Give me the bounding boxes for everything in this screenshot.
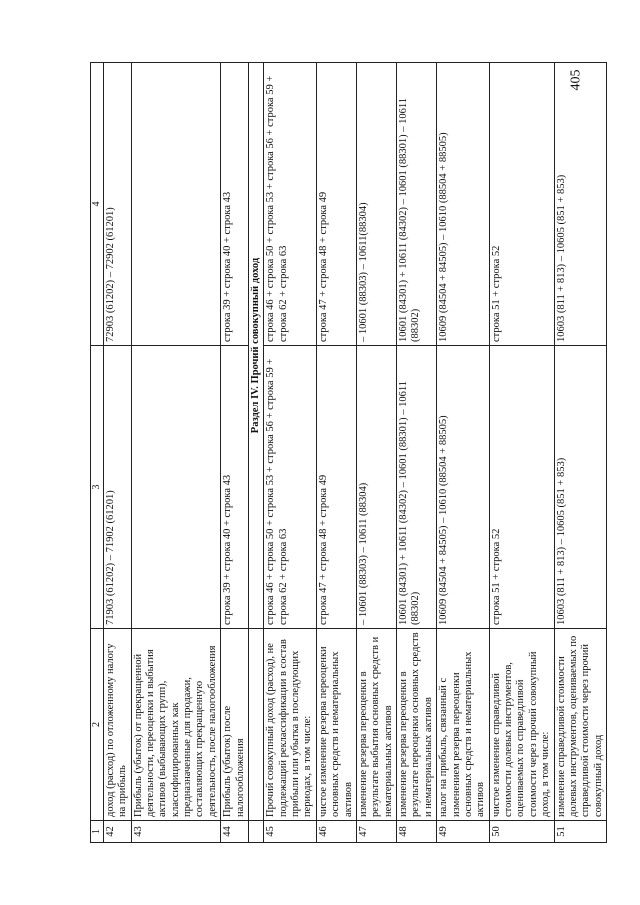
section-spacer bbox=[248, 629, 263, 821]
row-formula-c3: строка 51 + строка 52 bbox=[489, 346, 554, 629]
table-row bbox=[103, 63, 131, 843]
row-name: Прочий совокупный доход (расход), не подлежащий реклассификации в состав прибыли или убытка в последующих периодах, в том числе: bbox=[264, 629, 317, 821]
row-name: изменение справедливой стоимости долевых инструментов, оцениваемых по справедливой стоимости через прочий совокупный доход bbox=[554, 629, 607, 821]
row-formula-c4: 10603 (811 + 813) – 10605 (851 + 853) bbox=[554, 63, 607, 346]
page-number: 405 bbox=[568, 69, 584, 91]
header-cell: 1 bbox=[91, 821, 104, 843]
row-formula-c4: 10601 (84301) + 10611 (84302) – 10601 (88301) – 10611 (88302) bbox=[397, 63, 437, 346]
row-formula-c4: строка 46 + строка 50 + строка 53 + строка 56 + строка 59 + строка 62 + строка 63 bbox=[264, 63, 317, 346]
table-row bbox=[397, 63, 437, 843]
row-formula-c3: строка 47 + строка 48 + строка 49 bbox=[316, 346, 356, 629]
section-row bbox=[248, 63, 263, 843]
header-cell: 3 bbox=[91, 346, 104, 629]
header-cell: 4 bbox=[91, 63, 104, 346]
header-row bbox=[91, 63, 104, 843]
row-name: доход (расход) по отложенному налогу на прибыль bbox=[103, 629, 131, 821]
row-name: Прибыль (убыток) после налогообложения bbox=[221, 629, 249, 821]
row-number: 45 bbox=[264, 821, 317, 843]
row-formula-c3: 71903 (61202) – 71902 (61201) bbox=[103, 346, 131, 629]
row-number: 51 bbox=[554, 821, 607, 843]
table-row bbox=[356, 63, 396, 843]
row-name: изменение резерва переоценки в результате выбытия основных средств и нематериальных активов bbox=[356, 629, 396, 821]
row-number: 49 bbox=[437, 821, 490, 843]
row-formula-c4: – 10601 (88303) – 10611(88304) bbox=[356, 63, 396, 346]
row-formula-c3: 10601 (84301) + 10611 (84302) – 10601 (88301) – 10611 (88302) bbox=[397, 346, 437, 629]
accounting-table bbox=[90, 62, 607, 843]
row-formula-c3: – 10601 (88303) – 10611 (88304) bbox=[356, 346, 396, 629]
row-name: налог на прибыль, связанный с изменением резерва переоценки основных средств и нематериальных активов bbox=[437, 629, 490, 821]
row-number: 42 bbox=[103, 821, 131, 843]
row-formula-c3 bbox=[131, 346, 221, 629]
table-row bbox=[316, 63, 356, 843]
table-row bbox=[221, 63, 249, 843]
table-row bbox=[489, 63, 554, 843]
table-row bbox=[264, 63, 317, 843]
row-name: изменение резерва переоценки в результате переоценки основных средств и нематериальных активов bbox=[397, 629, 437, 821]
table-row bbox=[554, 63, 607, 843]
row-name: Прибыль (убыток) от прекращенной деятельности, переоценки и выбытия активов (выбывающих групп), классифицированных как предназначенные для продажи, составляющих прекращенную деятельность, после налогообложения bbox=[131, 629, 221, 821]
row-number: 46 bbox=[316, 821, 356, 843]
row-formula-c3: 10609 (84504 + 84505) – 10610 (88504 + 88505) bbox=[437, 346, 490, 629]
row-formula-c4 bbox=[131, 63, 221, 346]
row-number: 47 bbox=[356, 821, 396, 843]
row-formula-c4: 10609 (84504 + 84505) – 10610 (88504 + 88505) bbox=[437, 63, 490, 346]
table-row bbox=[437, 63, 490, 843]
row-formula-c4: строка 47 + строка 48 + строка 49 bbox=[316, 63, 356, 346]
row-formula-c4: строка 51 + строка 52 bbox=[489, 63, 554, 346]
row-number: 43 bbox=[131, 821, 221, 843]
row-formula-c4: строка 39 + строка 40 + строка 43 bbox=[221, 63, 249, 346]
row-number: 50 bbox=[489, 821, 554, 843]
section-spacer bbox=[248, 821, 263, 843]
section-title: Раздел IV. Прочий совокупный доход bbox=[248, 63, 263, 629]
header-cell: 2 bbox=[91, 629, 104, 821]
row-name: чистое изменение резерва переоценки основных средств и нематериальных активов bbox=[316, 629, 356, 821]
row-number: 48 bbox=[397, 821, 437, 843]
row-formula-c3: строка 46 + строка 50 + строка 53 + строка 56 + строка 59 + строка 62 + строка 63 bbox=[264, 346, 317, 629]
row-formula-c3: строка 39 + строка 40 + строка 43 bbox=[221, 346, 249, 629]
row-formula-c4: 72903 (61202) – 72902 (61201) bbox=[103, 63, 131, 346]
row-name: чистое изменение справедливой стоимости долевых инструментов, оцениваемых по справедливой стоимости через прочий совокупный доход, в том числе: bbox=[489, 629, 554, 821]
row-formula-c3: 10603 (811 + 813) – 10605 (851 + 853) bbox=[554, 346, 607, 629]
row-number: 44 bbox=[221, 821, 249, 843]
table-row bbox=[131, 63, 221, 843]
